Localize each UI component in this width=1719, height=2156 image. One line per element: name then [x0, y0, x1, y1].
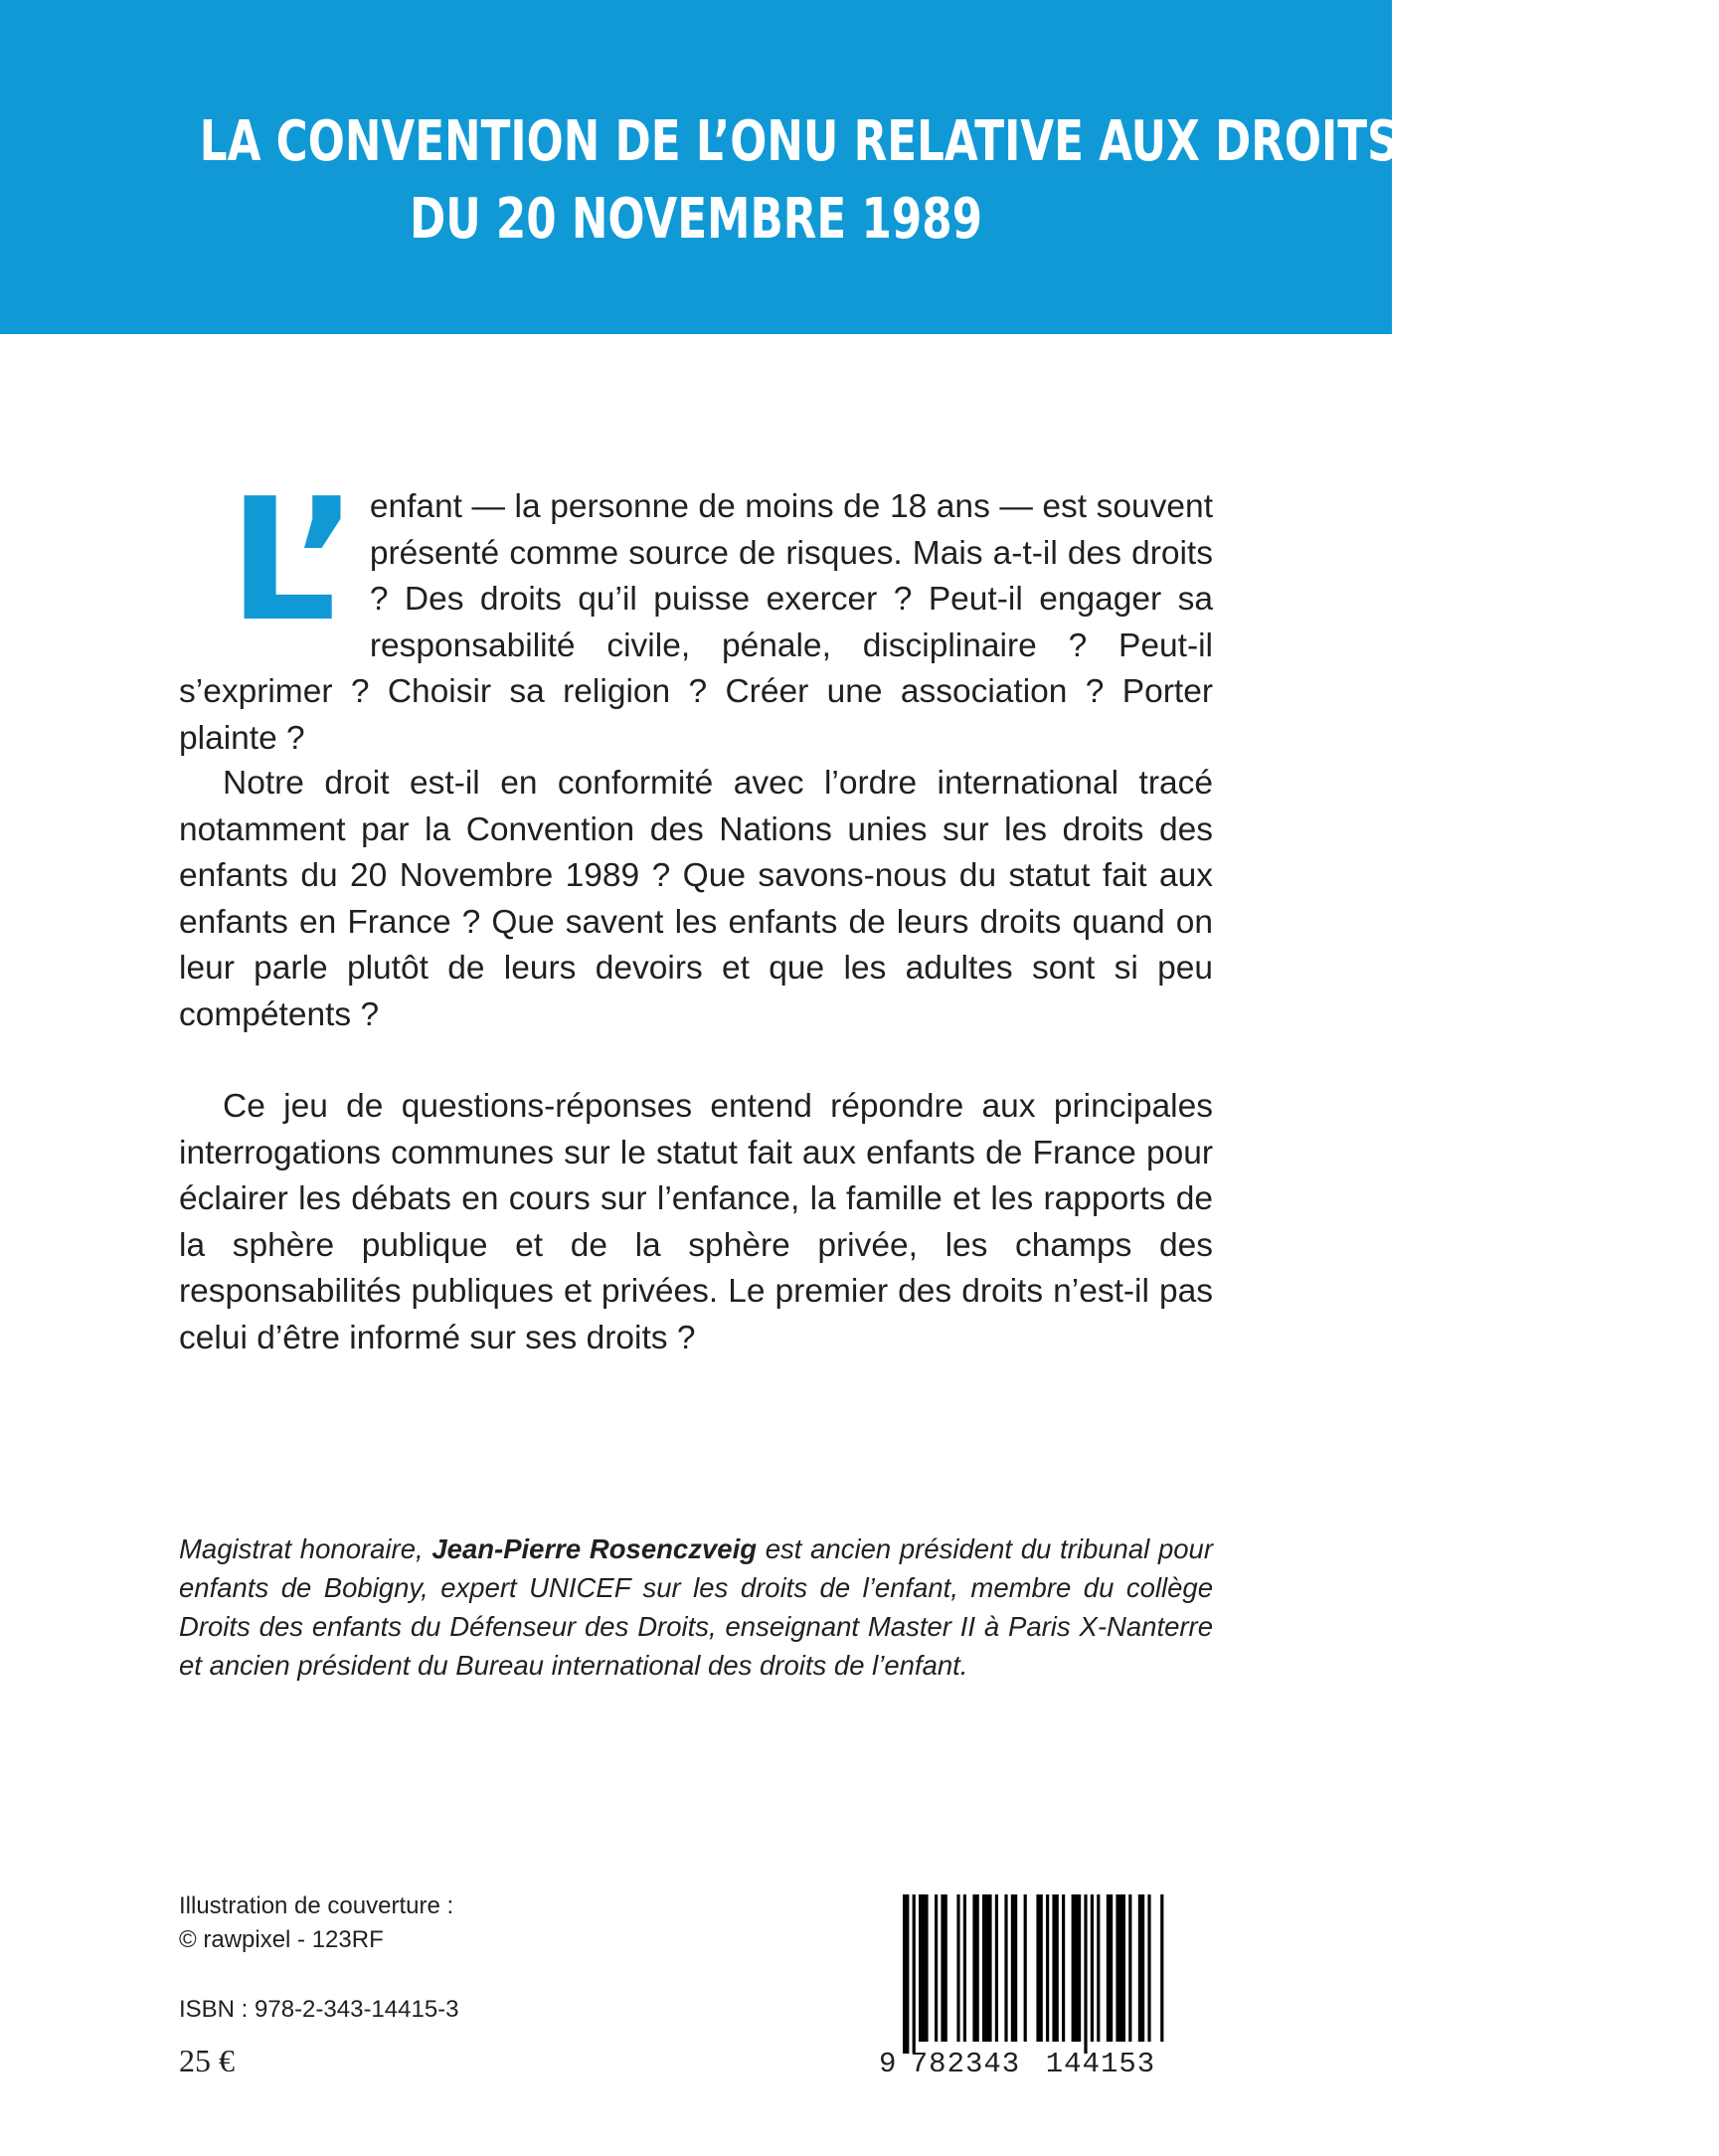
summary-paragraph-3-text: Ce jeu de questions-réponses entend répondre aux principales interrogations communes sur le statut fait aux enfants de France pour éclairer les débats en cours sur l’enfance, la famille et les rapports de la sphère publique et de la sphère privée, les champs des responsabilités publiques et privées. Le premier des droits n’est-il pas celui d’être informé sur ses droits ?: [179, 1088, 1213, 1356]
barcode-bar: [1011, 1894, 1017, 2042]
barcode-bar: [1097, 1894, 1100, 2042]
barcode-bar: [1052, 1894, 1058, 2042]
isbn-number: ISBN : 978-2-343-14415-3: [179, 1996, 459, 2023]
barcode-bar: [956, 1894, 959, 2042]
summary-paragraph-2: [179, 761, 1213, 1038]
book-title-line-1: LA CONVENTION DE L’ONU RELATIVE AUX DROITS DE L’ENFANT: [199, 109, 1719, 174]
barcode-bars: [879, 1894, 1177, 2054]
title-banner: [0, 0, 1719, 334]
barcode-bar: [913, 1894, 916, 2054]
barcode-bar: [941, 1894, 946, 2042]
summary-paragraph-1-text: enfant — la personne de moins de 18 ans — est souvent présenté comme source de risques. Mais a-t-il des droits ? Des droits qu’il puisse exercer ? Peut-il engager sa responsabilité civile, pénale, disciplinaire ? Peut-il s’exprimer ? Choisir sa religion ? Créer une association ? Porter plainte ?: [179, 488, 1213, 757]
barcode-right-group: 144153: [1045, 2048, 1156, 2080]
barcode-bar: [903, 1894, 909, 2054]
barcode-bar: [919, 1894, 929, 2042]
barcode-bar: [1107, 1894, 1113, 2042]
barcode-digits: [879, 2048, 1177, 2081]
barcode-bar: [1084, 1894, 1087, 2054]
barcode-bar: [963, 1894, 966, 2042]
barcode-bar: [1046, 1894, 1049, 2042]
barcode-bar: [995, 1894, 998, 2042]
barcode-left-group: 782343: [910, 2048, 1021, 2080]
barcode-bar: [1024, 1894, 1027, 2042]
cover-credits: [179, 1889, 453, 1957]
barcode-bar: [1036, 1894, 1042, 2042]
barcode-bar: [1072, 1894, 1082, 2042]
barcode-bar: [1160, 1894, 1163, 2042]
illustration-label: Illustration de couverture :: [179, 1892, 454, 1919]
barcode-bar: [1138, 1894, 1144, 2042]
barcode-bar: [972, 1894, 978, 2042]
barcode-lead-digit: 9: [879, 2048, 898, 2080]
drop-cap-letter: L’: [229, 462, 354, 659]
barcode-bar: [1091, 1894, 1094, 2042]
barcode-bar: [1128, 1894, 1131, 2042]
author-bio-prefix: Magistrat honoraire,: [179, 1533, 432, 1564]
barcode-bar: [1116, 1894, 1125, 2042]
summary-paragraph-3: [179, 1084, 1213, 1361]
barcode-bar: [1147, 1894, 1150, 2042]
barcode: [879, 1894, 1177, 2083]
barcode-bar: [1004, 1894, 1007, 2042]
price: 25 €: [179, 2043, 235, 2078]
book-title: [199, 103, 1719, 259]
author-name: Jean-Pierre Rosenczveig: [431, 1533, 758, 1564]
book-title-line-2: DU 20 NOVEMBRE 1989: [409, 187, 983, 252]
barcode-bar: [982, 1894, 992, 2042]
summary-paragraph-1: [179, 462, 1213, 762]
illustration-source: © rawpixel - 123RF: [179, 1926, 384, 1953]
author-bio: [179, 1529, 1213, 1685]
summary-paragraph-2-text: Notre droit est-il en conformité avec l’ordre international tracé notamment par la Convention des Nations unies sur les droits des enfants du 20 Novembre 1989 ? Que savons-nous du statut fait aux enfants en France ? Que savent les enfants de leurs droits quand on leur parle plutôt de leurs devoirs et que les adultes sont si peu compétents ?: [179, 765, 1213, 1033]
author-bio-text: est ancien président du tribunal pour enfants de Bobigny, expert UNICEF sur les droits de l’enfant, membre du collège Droits des enfants du Défenseur des Droits, enseignant Master II à Paris X-Nanterre et ancien président du Bureau international des droits de l’enfant.: [179, 1533, 1213, 1681]
barcode-bar: [1062, 1894, 1065, 2042]
barcode-bar: [935, 1894, 938, 2042]
